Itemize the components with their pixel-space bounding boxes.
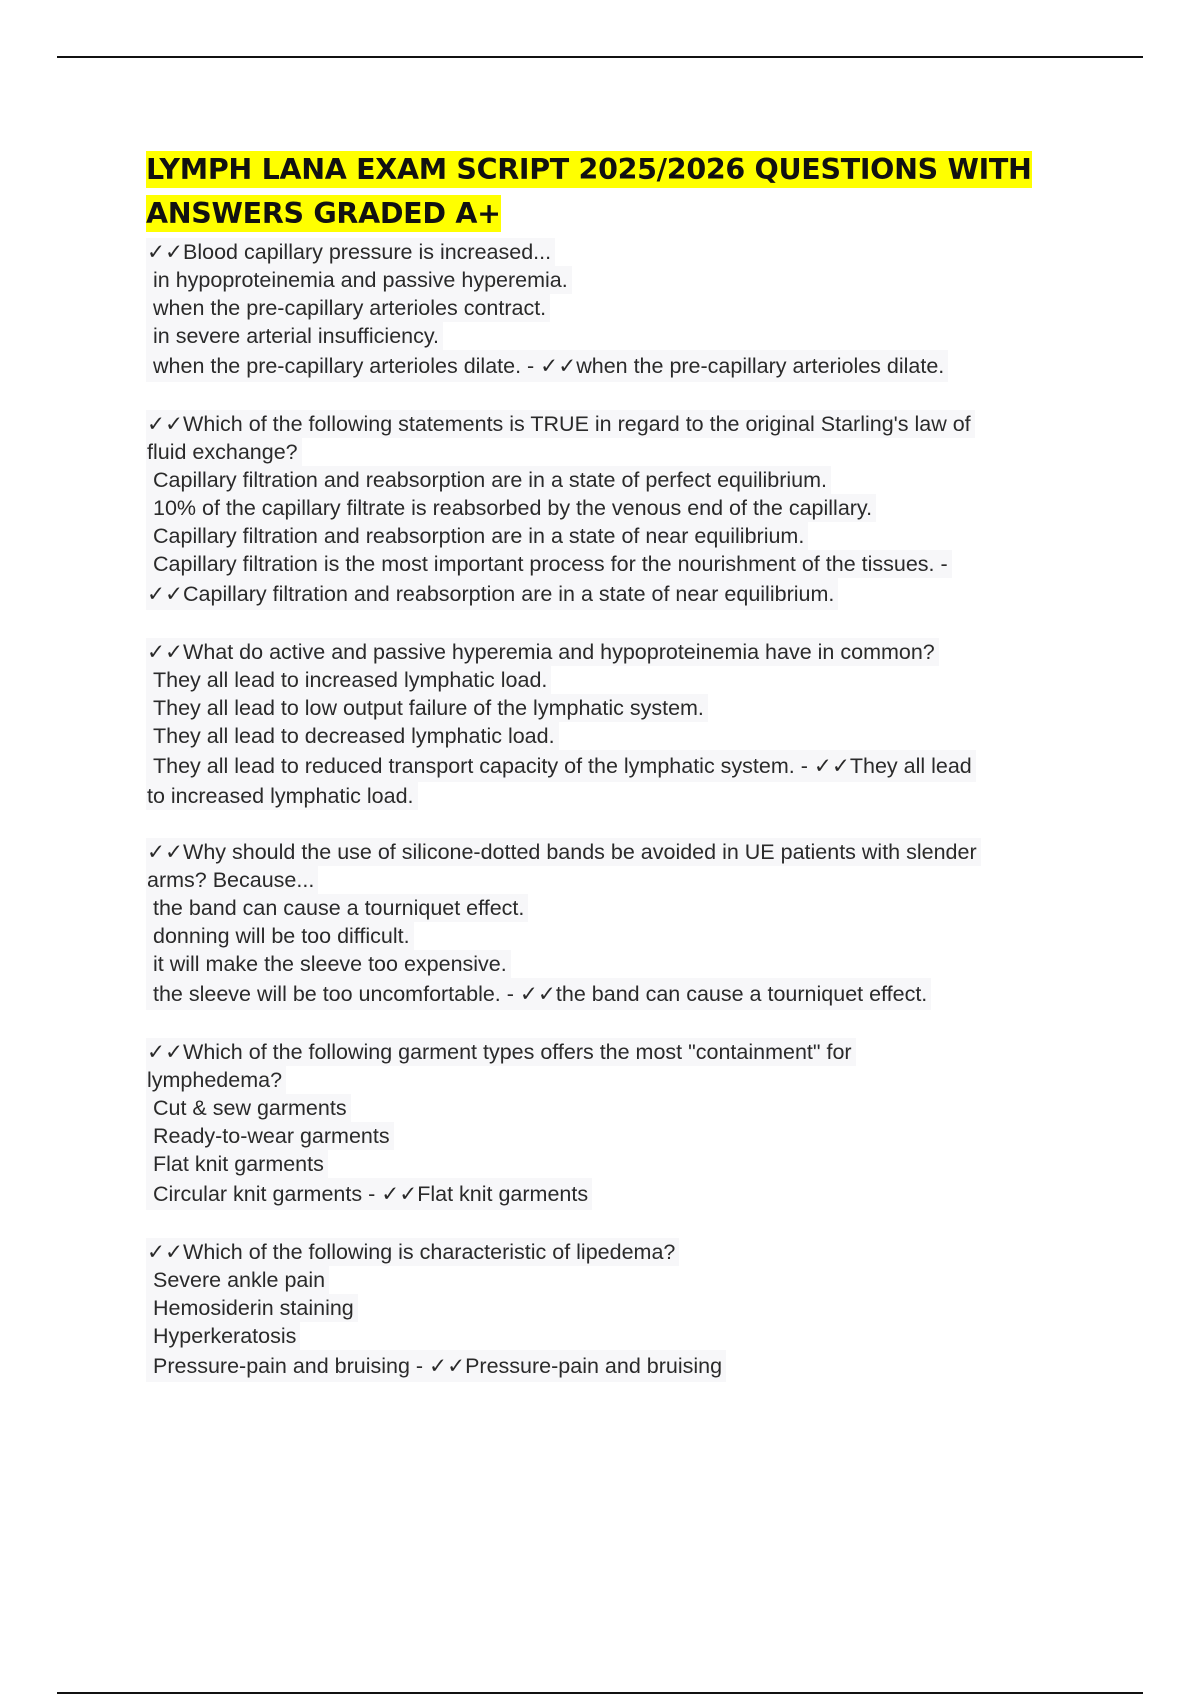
question-text: lymphedema? — [146, 1066, 286, 1094]
answer-line: the sleeve will be too uncomfortable. - ✓✓the band can cause a tourniquet effect. — [146, 978, 931, 1010]
question-block-4 — [146, 838, 1086, 1010]
title-line-2: ANSWERS GRADED A+ — [146, 197, 501, 230]
question-text: ✓✓Why should the use of silicone-dotted bands be avoided in UE patients with slender — [146, 838, 981, 866]
document-title — [146, 148, 1086, 236]
question-text: ✓✓What do active and passive hyperemia and hypoproteinemia have in common? — [146, 638, 939, 666]
option-text: Severe ankle pain — [146, 1266, 329, 1294]
option-text: Capillary filtration and reabsorption are in a state of near equilibrium. — [146, 522, 808, 550]
question-block-6 — [146, 1238, 1086, 1382]
question-block-2 — [146, 410, 1086, 610]
option-text: the band can cause a tourniquet effect. — [146, 894, 528, 922]
question-block-5 — [146, 1038, 1086, 1210]
option-text: 10% of the capillary filtrate is reabsorbed by the venous end of the capillary. — [146, 494, 876, 522]
answer-line: when the pre-capillary arterioles dilate. - ✓✓when the pre-capillary arterioles dilate. — [146, 350, 948, 382]
option-text: They all lead to reduced transport capacity of the lymphatic system. - ✓✓They all lead — [146, 750, 976, 782]
option-text: Capillary filtration and reabsorption are in a state of perfect equilibrium. — [146, 466, 831, 494]
option-text: it will make the sleeve too expensive. — [146, 950, 511, 978]
bottom-rule — [57, 1692, 1143, 1694]
question-text: fluid exchange? — [146, 438, 302, 466]
question-text: arms? Because... — [146, 866, 318, 894]
question-text: ✓✓Which of the following is characteristic of lipedema? — [146, 1238, 679, 1266]
option-text: in hypoproteinemia and passive hyperemia. — [146, 266, 572, 294]
question-text: ✓✓Blood capillary pressure is increased... — [146, 238, 555, 266]
option-text: Hemosiderin staining — [146, 1294, 358, 1322]
option-text: Hyperkeratosis — [146, 1322, 300, 1350]
title-line-1: LYMPH LANA EXAM SCRIPT 2025/2026 QUESTIONS WITH — [146, 153, 1032, 186]
answer-line: Pressure-pain and bruising - ✓✓Pressure-pain and bruising — [146, 1350, 726, 1382]
top-rule — [57, 56, 1143, 58]
question-block-3 — [146, 638, 1086, 810]
option-text: Capillary filtration is the most important process for the nourishment of the tissues. - — [146, 550, 952, 578]
option-text: in severe arterial insufficiency. — [146, 322, 443, 350]
option-text: They all lead to low output failure of the lymphatic system. — [146, 694, 708, 722]
option-text: Cut & sew garments — [146, 1094, 351, 1122]
question-text: ✓✓Which of the following statements is TRUE in regard to the original Starling's law of — [146, 410, 975, 438]
option-text: They all lead to decreased lymphatic load. — [146, 722, 559, 750]
question-text: ✓✓Which of the following garment types offers the most "containment" for — [146, 1038, 856, 1066]
question-block-1 — [146, 238, 1086, 382]
answer-line: to increased lymphatic load. — [146, 782, 418, 810]
option-text: Flat knit garments — [146, 1150, 328, 1178]
option-text: when the pre-capillary arterioles contract. — [146, 294, 550, 322]
option-text: donning will be too difficult. — [146, 922, 414, 950]
document-content — [146, 148, 1086, 1410]
answer-line: ✓✓Capillary filtration and reabsorption are in a state of near equilibrium. — [146, 578, 838, 610]
option-text: Ready-to-wear garments — [146, 1122, 394, 1150]
answer-line: Circular knit garments - ✓✓Flat knit garments — [146, 1178, 592, 1210]
option-text: They all lead to increased lymphatic load. — [146, 666, 551, 694]
